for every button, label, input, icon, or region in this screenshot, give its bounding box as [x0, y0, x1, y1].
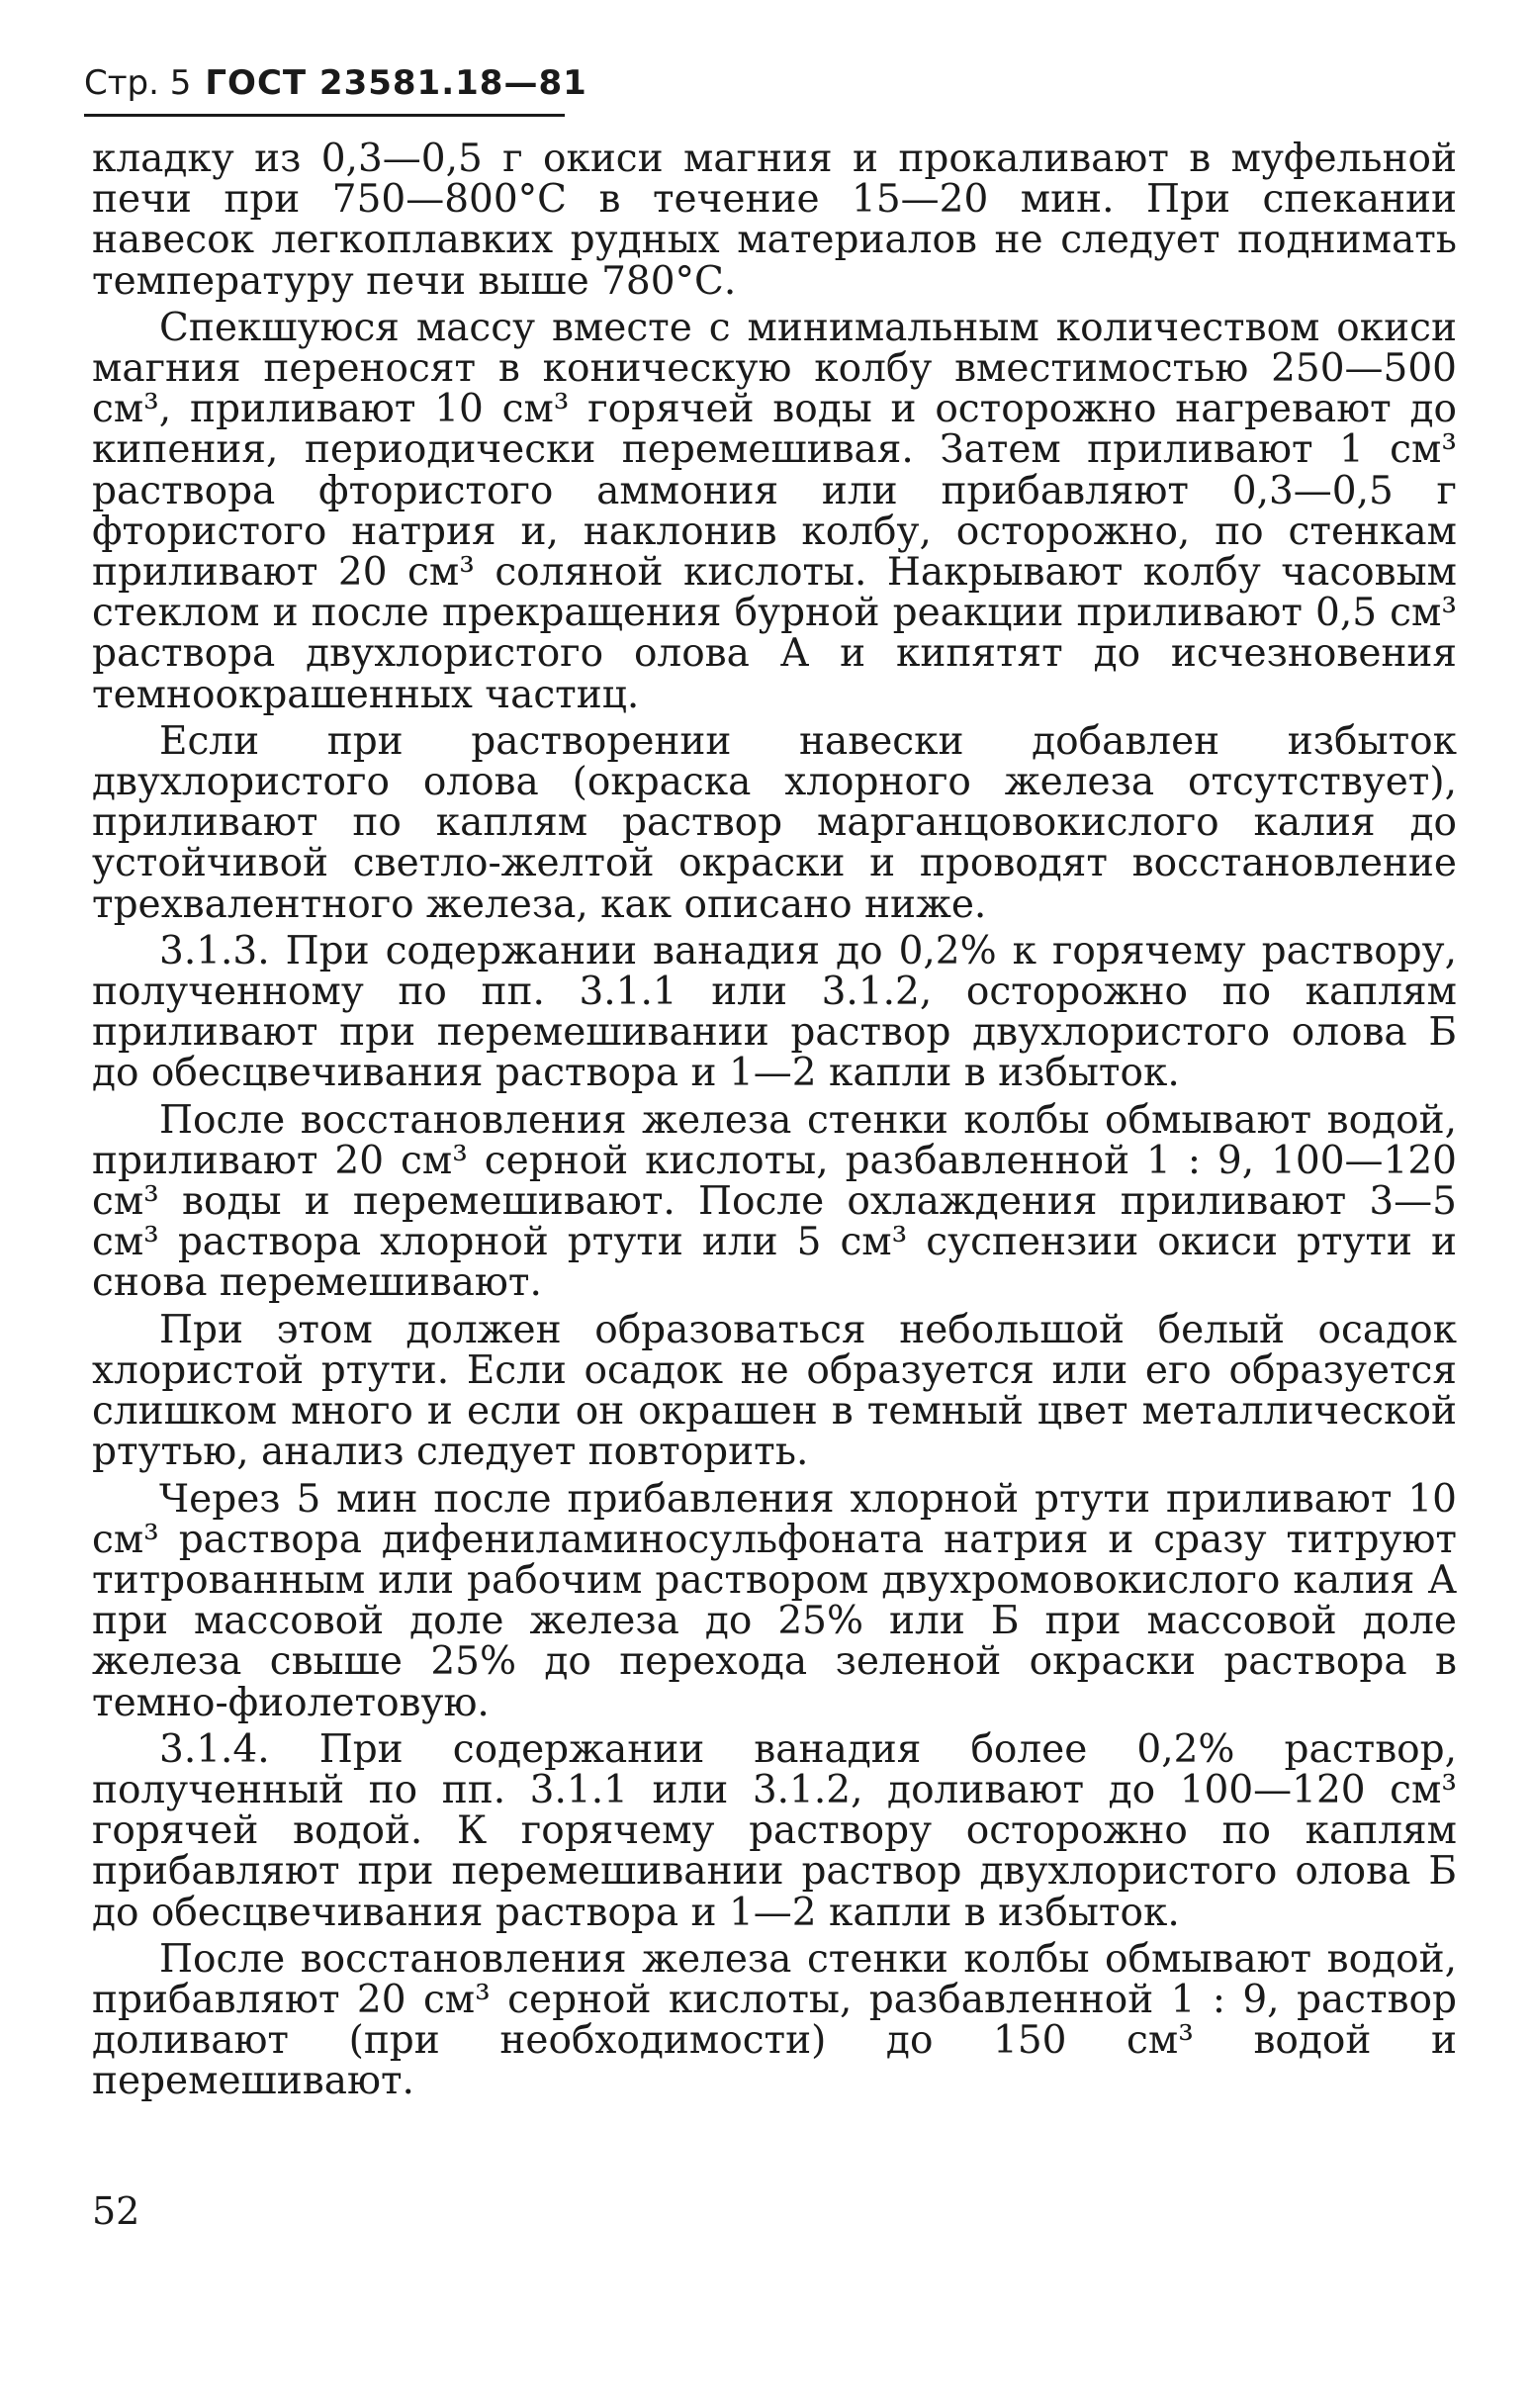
paragraph: Если при растворении навески добавлен избыток двухлористого олова (окраска хлорного железа отсутствует), приливают по каплям раствор марганцовокислого калия до устойчивой светло-желтой окраски и проводят восстановление трехвалентного железа, как описано ниже.: [92, 718, 1457, 927]
paragraph: Спекшуюся массу вместе с минимальным количеством окиси магния переносят в коническую колбу вместимостью 250—500 см³, приливают 10 см³ горячей воды и осторожно нагревают до кипения, периодически перемешивая. Затем приливают 1 см³ раствора фтористого аммония или прибавляют 0,3—0,5 г фтористого натрия и, наклонив колбу, осторожно, по стенкам приливают 20 см³ соляной кислоты. Накрывают колбу часовым стеклом и после прекращения бурной реакции приливают 0,5 см³ раствора двухлористого олова А и кипятят до исчезновения темноокрашенных частиц.: [92, 305, 1457, 717]
paragraph: 3.1.4. При содержании ванадия более 0,2% раствор, полученный по пп. 3.1.1 или 3.1.2, доливают до 100—120 см³ горячей водой. К горячему раствору осторожно по каплям прибавляют при перемешивании раствор двухлористого олова Б до обесцвечивания раствора и 1—2 капли в избыток.: [92, 1726, 1457, 1935]
page-header: [84, 61, 587, 105]
body-text: [92, 139, 1457, 2108]
paragraph: После восстановления железа стенки колбы обмывают водой, приливают 20 см³ серной кислоты, разбавленной 1 : 9, 100—120 см³ воды и перемешивают. После охлаждения приливают 3—5 см³ раствора хлорной ртути или 5 см³ суспензии окиси ртути и снова перемешивают.: [92, 1097, 1457, 1306]
paragraph: кладку из 0,3—0,5 г окиси магния и прокаливают в муфельной печи при 750—800°С в течение 15—20 мин. При спекании навесок легкоплавких рудных материалов не следует поднимать температуру печи выше 780°С.: [92, 137, 1457, 304]
paragraph: Через 5 мин после прибавления хлорной ртути приливают 10 см³ раствора дифениламиносульфоната натрия и сразу титруют титрованным или рабочим раствором двухромовокислого калия А при массовой доле железа до 25% или Б при массовой доле железа свыше 25% до перехода зеленой окраски раствора в темно-фиолетовую.: [92, 1476, 1457, 1725]
page-number: 52: [92, 2189, 140, 2233]
standard-number: ГОСТ 23581.18—81: [205, 63, 587, 103]
paragraph: При этом должен образоваться небольшой белый осадок хлористой ртути. Если осадок не образуется или его образуется слишком много и если он окрашен в темный цвет металлической ртутью, анализ следует повторить.: [92, 1307, 1457, 1475]
paragraph: 3.1.3. При содержании ванадия до 0,2% к горячему раствору, полученному по пп. 3.1.1 или 3.1.2, осторожно по каплям приливают при перемешивании раствор двухлористого олова Б до обесцвечивания раствора и 1—2 капли в избыток.: [92, 928, 1457, 1096]
paragraph: После восстановления железа стенки колбы обмывают водой, прибавляют 20 см³ серной кислоты, разбавленной 1 : 9, раствор доливают (при необходимости) до 150 см³ водой и перемешивают.: [92, 1936, 1457, 2104]
page-label: Стр. 5: [84, 63, 192, 103]
header-rule: [84, 114, 565, 117]
